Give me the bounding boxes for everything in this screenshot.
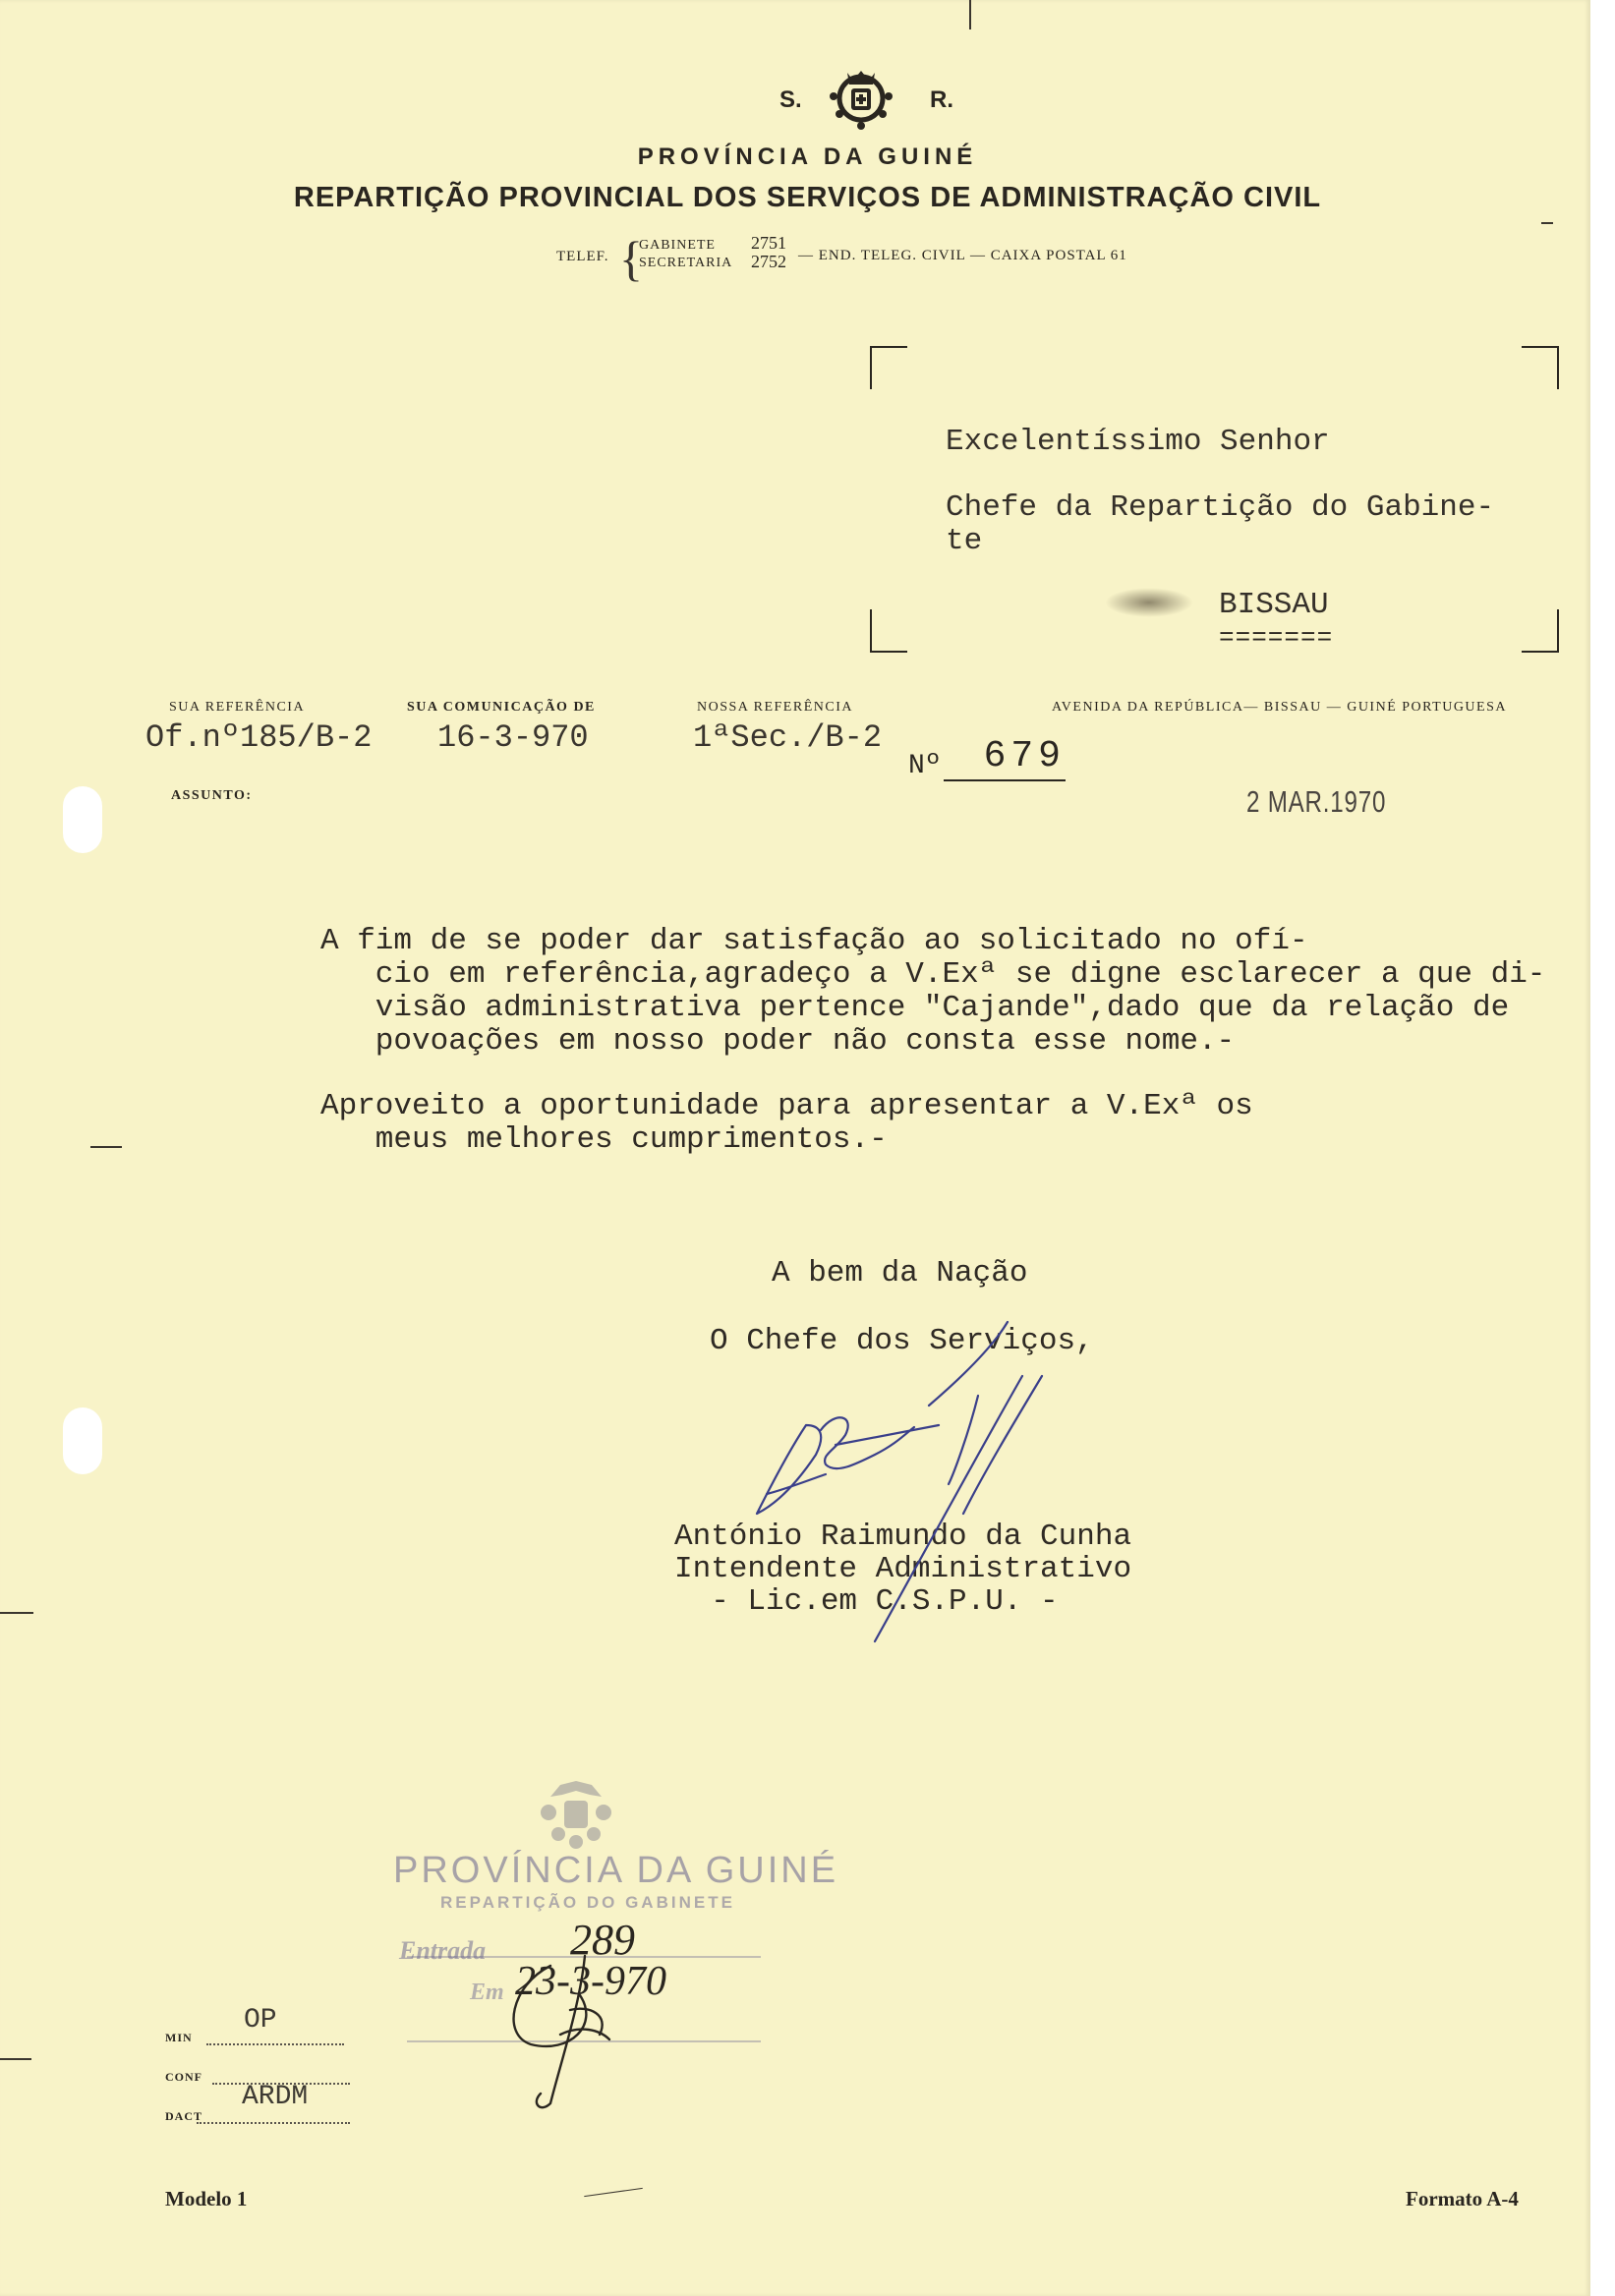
telef-numbers — [751, 234, 786, 271]
dact-value: ARDM — [242, 2082, 309, 2112]
body-paragraph-1: A fim de se poder dar satisfação ao solicitado no ofí- cio em referência,agradeço a V.Exª se digne esclarecer a que di- visão administrativa pertence "Cajande",dado que da relação de povoações em nosso poder não consta esse nome.- — [320, 924, 1546, 1059]
closing-line-1: A bem da Nação — [772, 1256, 1028, 1291]
address-corner-top-left — [870, 346, 907, 389]
closing-line-2: O Chefe dos Serviços, — [710, 1324, 1094, 1358]
stamp-em-label: Em — [470, 1980, 504, 2005]
address-city-underline: ======= — [1219, 623, 1334, 653]
top-edge-mark — [969, 0, 971, 29]
punch-hole-bottom — [63, 1407, 102, 1474]
assunto-label: ASSUNTO: — [171, 788, 253, 803]
address-city: BISSAU — [1219, 588, 1329, 622]
sua-referencia-label: SUA REFERÊNCIA — [169, 700, 306, 715]
telef-number-gabinete: 2751 — [751, 233, 786, 253]
min-dots — [206, 2043, 344, 2045]
dact-dots — [197, 2122, 350, 2124]
stamp-initials — [491, 1917, 747, 2133]
crest-right-letter: R. — [930, 86, 953, 113]
crest-left-letter: S. — [779, 86, 802, 113]
dact-label: DACT — [165, 2109, 203, 2123]
footer-format: Formato A-4 — [1406, 2187, 1519, 2210]
footer-mark — [584, 2188, 643, 2197]
stamp-crest-icon — [531, 1779, 621, 1850]
telef-label: TELEF. — [556, 249, 609, 264]
province-title: PROVÍNCIA DA GUINÉ — [637, 144, 978, 170]
handwritten-signature — [727, 1317, 1189, 1651]
address-corner-top-right — [1522, 346, 1559, 389]
footer-model: Modelo 1 — [165, 2187, 248, 2210]
stamp-entrada-label: Entrada — [399, 1936, 487, 1965]
punch-hole-top — [63, 786, 102, 853]
numero-value: 679 — [944, 735, 1066, 781]
conf-label: CONF — [165, 2070, 202, 2084]
department-title: REPARTIÇÃO PROVINCIAL DOS SERVIÇOS DE ADMINISTRAÇÃO CIVIL — [293, 182, 1322, 213]
telef-number-secretaria: 2752 — [751, 252, 786, 271]
body-paragraph-2: Aproveito a oportunidade para apresentar a V.Exª os meus melhores cumprimentos.- — [320, 1089, 1253, 1157]
sua-referencia-value: Of.nº185/B-2 — [145, 719, 373, 756]
stamp-department: REPARTIÇÃO DO GABINETE — [440, 1893, 735, 1912]
ink-smudge — [1105, 588, 1193, 617]
nossa-referencia-label: NOSSA REFERÊNCIA — [697, 700, 853, 715]
sua-comunicacao-label: SUA COMUNICAÇÃO DE — [407, 700, 596, 715]
min-value: OP — [244, 2005, 277, 2036]
telegraph-postal-info: — END. TELEG. CIVIL — CAIXA POSTAL 61 — [798, 248, 1127, 263]
stamp-number: 289 — [570, 1916, 635, 1964]
stamp-province: PROVÍNCIA DA GUINÉ — [393, 1850, 839, 1891]
date-stamp: 2 MAR.1970 — [1246, 784, 1387, 819]
margin-mark — [90, 1146, 122, 1148]
address-recipient: Chefe da Repartição do Gabine- te — [946, 490, 1495, 558]
margin-mark — [0, 1612, 33, 1614]
telef-line-secretaria: SECRETARIA — [639, 256, 733, 270]
address-line: AVENIDA DA REPÚBLICA— BISSAU — GUINÉ PORTUGUESA — [1052, 700, 1507, 715]
nossa-referencia-value: 1ªSec./B-2 — [693, 719, 883, 756]
address-corner-bottom-left — [870, 609, 907, 653]
numero-label: Nº — [908, 751, 942, 781]
telef-line-gabinete: GABINETE — [639, 238, 716, 253]
address-corner-bottom-right — [1522, 609, 1559, 653]
sua-comunicacao-value: 16-3-970 — [437, 719, 589, 756]
coat-of-arms-icon — [826, 63, 896, 134]
stamp-date: 23-3-970 — [515, 1959, 666, 2004]
margin-mark — [0, 2058, 31, 2060]
signatory-block: António Raimundo da Cunha Intendente Administrativo - Lic.em C.S.P.U. - — [674, 1520, 1132, 1619]
brace-glyph: { — [619, 231, 643, 286]
address-salutation: Excelentíssimo Senhor — [946, 425, 1330, 459]
margin-mark — [1541, 222, 1553, 224]
min-label: MIN — [165, 2031, 193, 2044]
telef-lines — [639, 237, 732, 272]
